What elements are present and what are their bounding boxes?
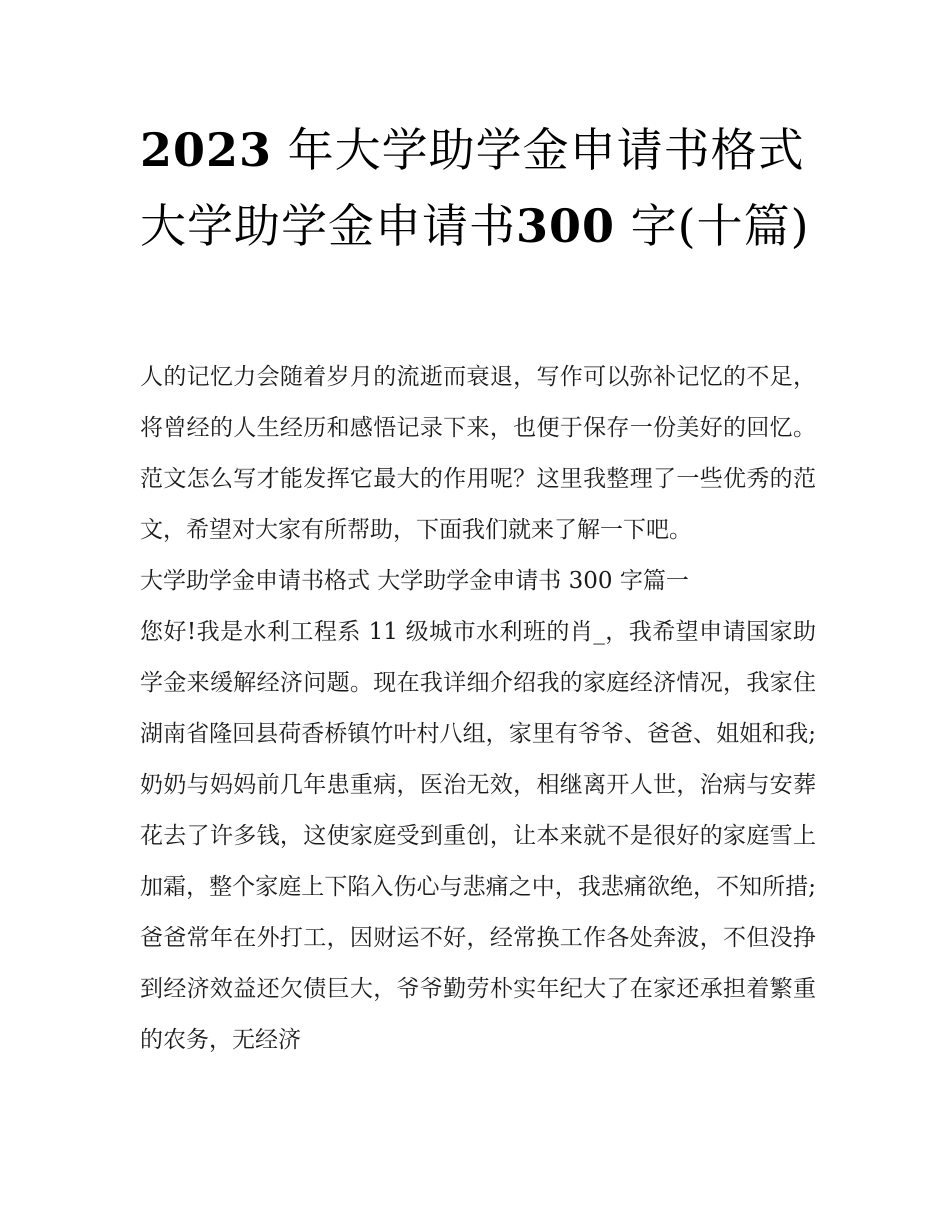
title-year: 2023 — [140, 123, 273, 177]
title-text-part2: 字(十篇) — [615, 199, 810, 253]
section-heading: 大学助学金申请书格式 大学助学金申请书 300 字篇一 — [140, 568, 689, 594]
body-paragraph: 您好!我是水利工程系 11 级城市水利班的肖_，我希望申请国家助学金来缓解经济问题。现在我详细介绍我的家庭经济情况，我家住湖南省隆回县荷香桥镇竹叶村八组，家里有爷爷、爸爸、姐姐和我;奶奶与妈妈前几年患重病，医治无效，相继离开人世，治病与安葬花去了许多钱，这使家庭受到重创，让本来就不是很好的家庭雪上加霜，整个家庭上下陷入伤心与悲痛之中，我悲痛欲绝，不知所措;爸爸常年在外打工，因财运不好，经常换工作各处奔波，不但没挣到经济效益还欠债巨大，爷爷勤劳朴实年纪大了在家还承担着繁重的农务，无经济 — [140, 619, 816, 1053]
intro-paragraph: 人的记忆力会随着岁月的流逝而衰退，写作可以弥补记忆的不足，将曾经的人生经历和感悟记录下来，也便于保存一份美好的回忆。范文怎么写才能发挥它最大的作用呢？这里我整理了一些优秀的范文，希望对大家有所帮助，下面我们就来了解一下吧。 — [140, 364, 816, 543]
document-body — [140, 352, 816, 1066]
title-text-part1: 年大学助学金申请书格式大学助学金申请书 — [140, 123, 805, 253]
document-title — [140, 112, 820, 264]
title-count: 300 — [516, 199, 616, 253]
